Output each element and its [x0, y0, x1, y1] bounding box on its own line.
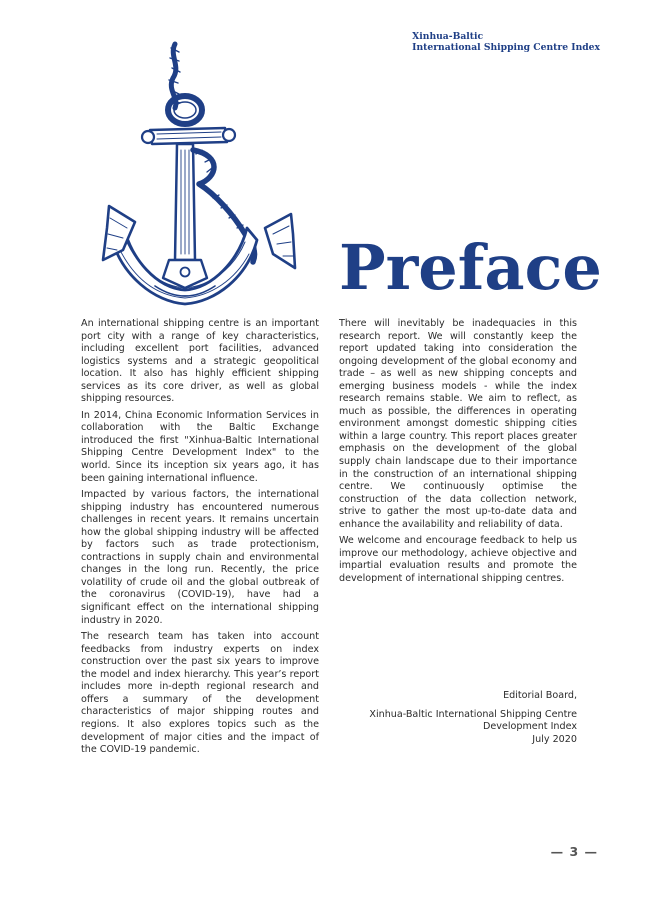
anchor-illustration — [95, 38, 300, 308]
paragraph: There will inevitably be inadequacies in this research report. We will constantly keep the report updated taking into consideration the ongoing development of the global economy and trade – as well as new shipping concepts and emerging business models - while the index research remains stable. We aim to reflect, as much as possible, the differences in operating environment amongst domestic shipping cities within a large country. This report places greater emphasis on the development of the global supply chain landscape due to their importance in the construction of an international shipping centre. We continuously optimise the construction of the data collection network, strive to gather the most up-to-date data and enhance the availability and reliability of data. — [339, 318, 577, 530]
right-column — [339, 318, 577, 589]
header-line-2: International Shipping Centre Index — [412, 42, 600, 53]
page-number: — 3 — — [550, 844, 598, 859]
header-line-1: Xinhua-Baltic — [412, 31, 484, 42]
signature-block — [327, 690, 577, 746]
signature-org-line-2: Development Index — [482, 721, 577, 733]
signature-org-line-1: Xinhua-Baltic International Shipping Centre — [369, 708, 577, 720]
paragraph: An international shipping centre is an important port city with a range of key characteristics, including excellent port facilities, advanced logistics systems and a strategic geopolitical location. It also has highly efficient shipping services as its core driver, as well as global shipping resources. — [81, 318, 319, 405]
page-title: Preface — [339, 231, 602, 304]
paragraph: Impacted by various factors, the international shipping industry has encountered numerous challenges in recent years. It remains uncertain how the global shipping industry will be affected by factors such as trade protectionism, contractions in supply chain and environmental changes in the long run. Recently, the price volatility of crude oil and the global outbreak of the coronavirus (COVID-19), have had a significant effect on the international shipping industry in 2020. — [81, 489, 319, 626]
signature-date: July 2020 — [532, 733, 577, 745]
paragraph: In 2014, China Economic Information Services in collaboration with the Baltic Exchange introduced the first "Xinhua-Baltic International Shipping Centre Development Index" to the world. Since its inception six years ago, it has been gaining international influence. — [81, 409, 319, 484]
left-column — [81, 318, 319, 761]
signature-board: Editorial Board, — [503, 690, 577, 701]
report-header — [412, 31, 600, 53]
paragraph: We welcome and encourage feedback to help us improve our methodology, achieve objective and impartial evaluation results and promote the development of international shipping centres. — [339, 535, 577, 584]
paragraph: The research team has taken into account feedbacks from industry experts on index construction over the past six years to improve the model and index hierarchy. This year’s report includes more in-depth regional research and offers a summary of the development characteristics of major shipping routes and regions. It also explores topics such as the development of major cities and the impact of the COVID-19 pandemic. — [81, 631, 319, 756]
